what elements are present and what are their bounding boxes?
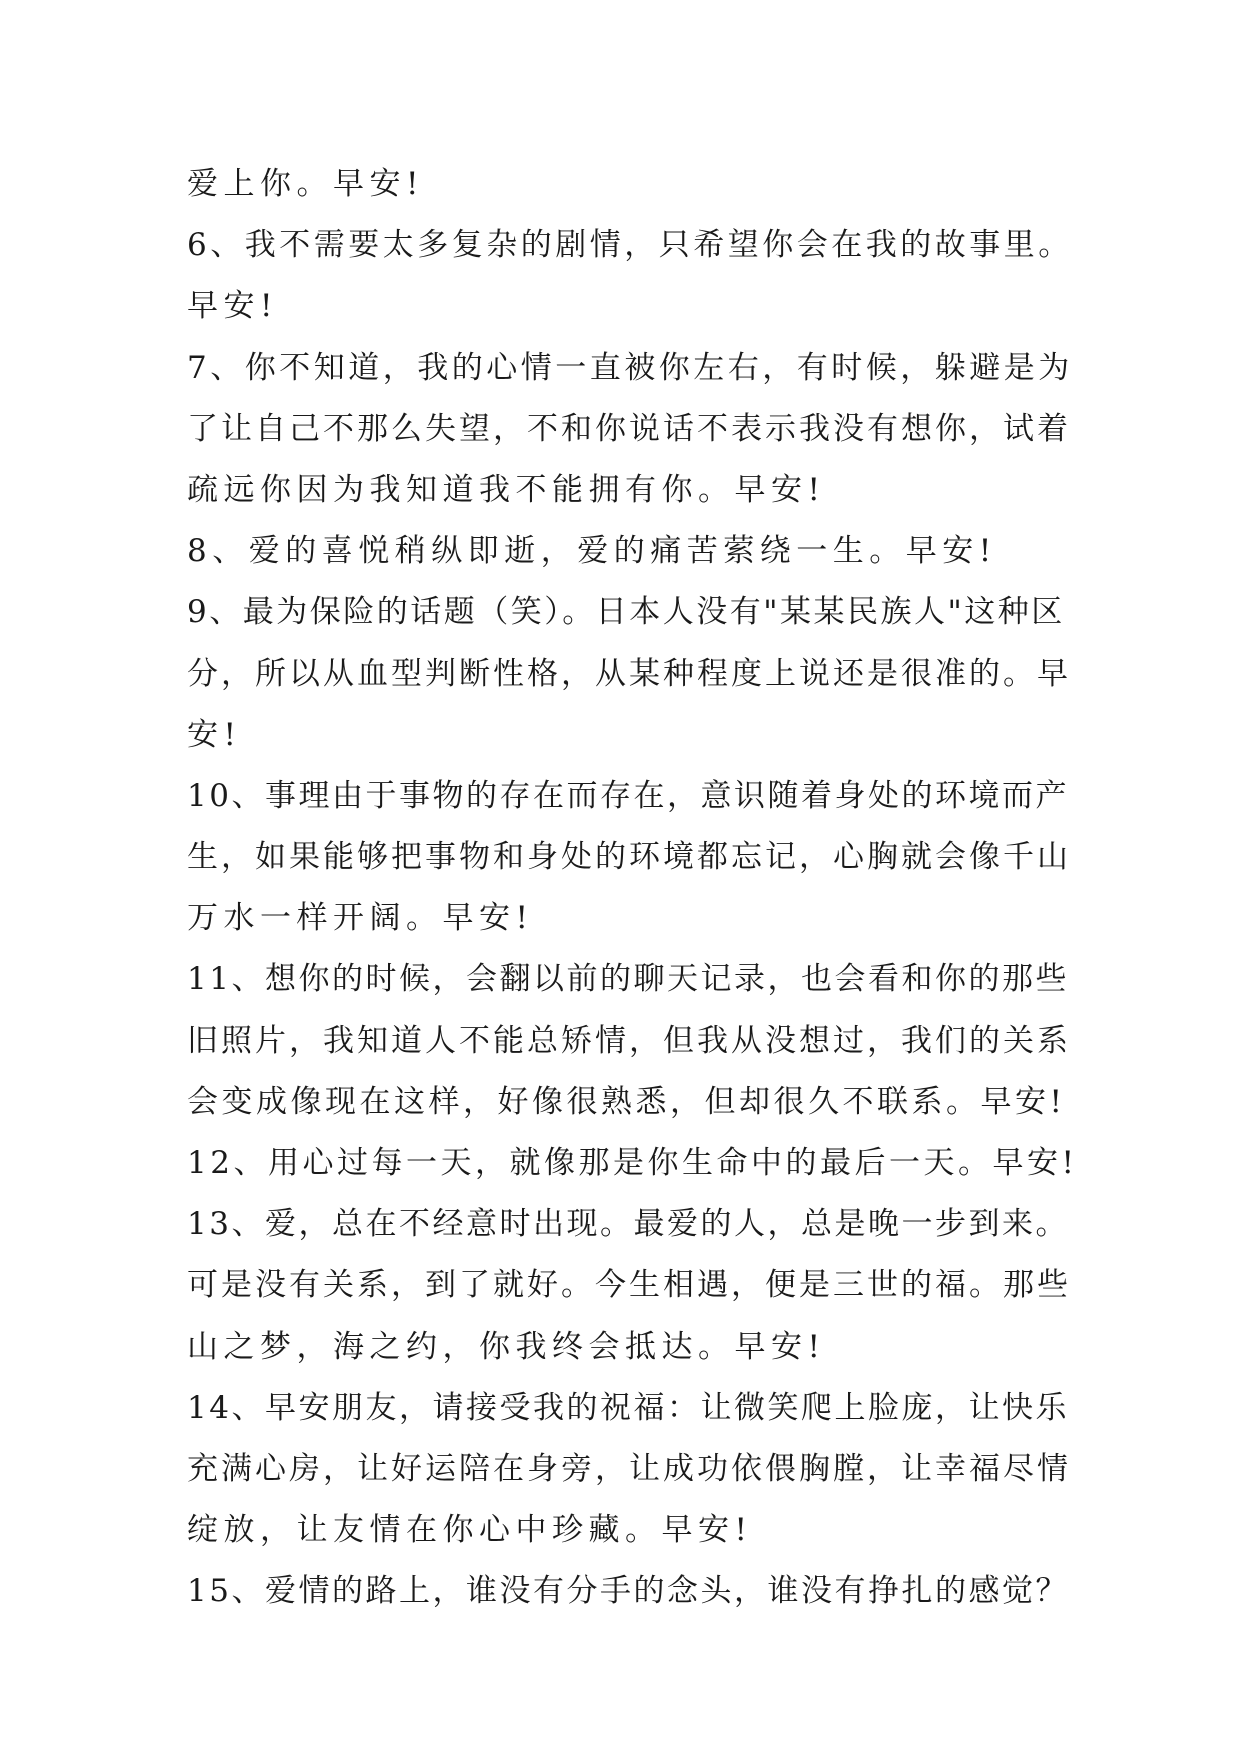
text-line: 14、早安朋友，请接受我的祝福：让微笑爬上脸庞，让快乐	[187, 1389, 1069, 1426]
text-line: 会变成像现在这样，好像很熟悉，但却很久不联系。早安!	[187, 1083, 1066, 1120]
text-line: 6、我不需要太多复杂的剧情，只希望你会在我的故事里。	[187, 227, 1073, 264]
text-line: 15、爱情的路上，谁没有分手的念头，谁没有挣扎的感觉？	[187, 1573, 1069, 1610]
text-line: 13、爱，总在不经意时出现。最爱的人，总是晚一步到来。	[187, 1206, 1069, 1243]
text-line: 早安!	[187, 288, 278, 325]
text-line: 生，如果能够把事物和身处的环境都忘记，心胸就会像千山	[187, 839, 1071, 876]
text-line: 疏远你因为我知道我不能拥有你。早安!	[187, 471, 826, 508]
text-line: 9、最为保险的话题（笑）。日本人没有"某某民族人"这种区	[187, 594, 1065, 631]
text-line: 爱上你。早安!	[187, 166, 424, 202]
text-line: 11、想你的时候，会翻以前的聊天记录，也会看和你的那些	[187, 961, 1069, 998]
text-line: 绽放，让友情在你心中珍藏。早安!	[187, 1512, 753, 1549]
text-line: 7、你不知道，我的心情一直被你左右，有时候，躲避是为	[187, 349, 1073, 386]
text-line: 可是没有关系，到了就好。今生相遇，便是三世的福。那些	[187, 1267, 1071, 1304]
body-text	[187, 154, 1077, 1623]
text-line: 旧照片，我知道人不能总矫情，但我从没想过，我们的关系	[187, 1022, 1071, 1059]
text-line: 了让自己不那么失望，不和你说话不表示我没有想你，试着	[187, 410, 1071, 447]
text-line: 8、爱的喜悦稍纵即逝，爱的痛苦萦绕一生。早安!	[187, 533, 997, 570]
text-line: 分，所以从血型判断性格，从某种程度上说还是很准的。早	[187, 655, 1071, 692]
text-line: 山之梦，海之约，你我终会抵达。早安!	[187, 1328, 826, 1365]
text-line: 10、事理由于事物的存在而存在，意识随着身处的环境而产	[187, 777, 1069, 814]
text-line: 安!	[187, 716, 242, 753]
text-line: 充满心房，让好运陪在身旁，让成功依偎胸膛，让幸福尽情	[187, 1450, 1071, 1487]
text-line: 万水一样开阔。早安!	[187, 900, 534, 937]
text-line: 12、用心过每一天，就像那是你生命中的最后一天。早安!	[187, 1145, 1078, 1181]
